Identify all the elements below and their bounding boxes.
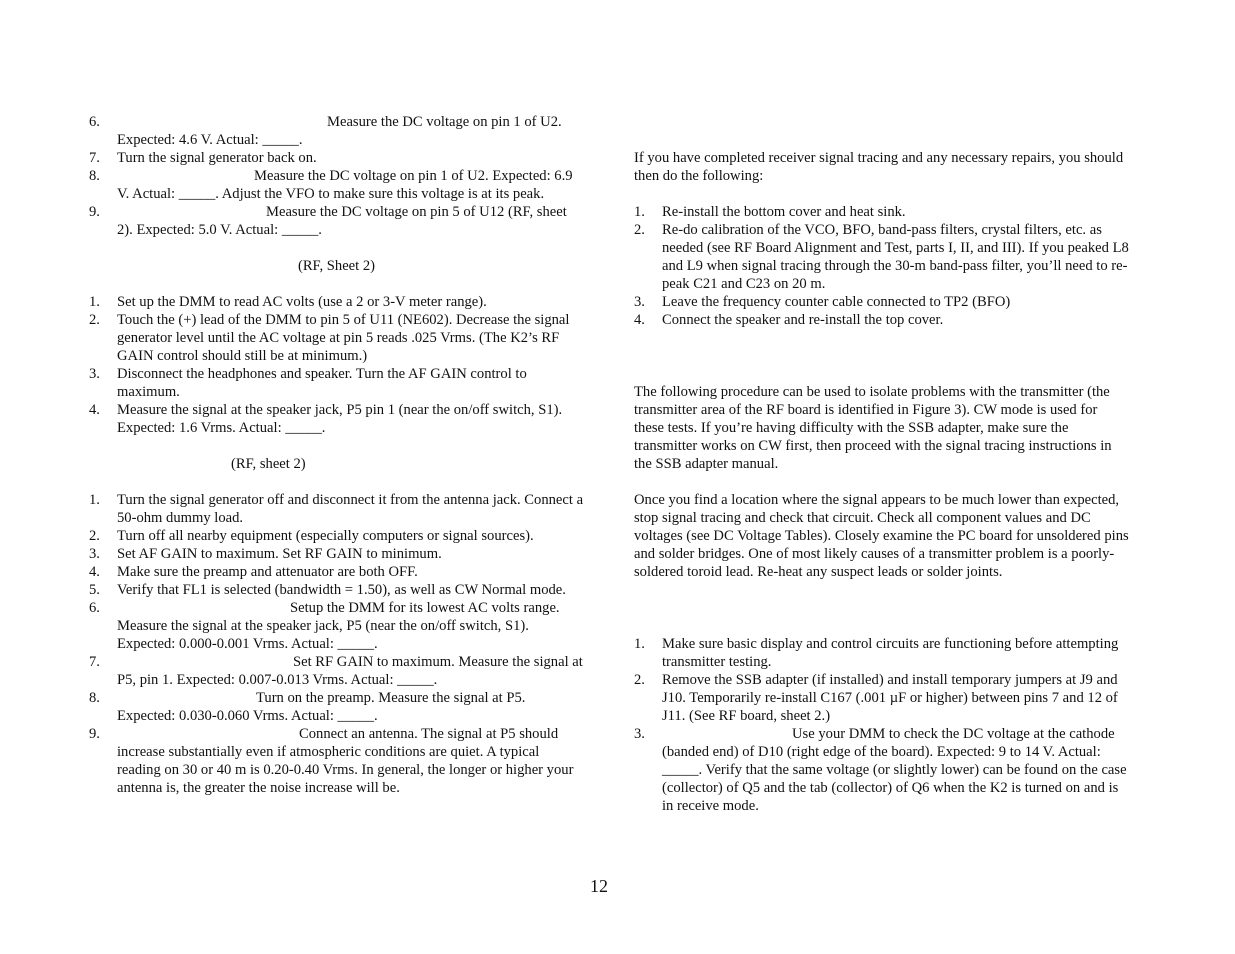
section-heading-rf-sheet-2: (RF, Sheet 2)	[297, 258, 376, 274]
list-item-number: 2.	[634, 672, 645, 688]
list-item-number: 4.	[89, 564, 100, 580]
list-item-number: 7.	[89, 150, 100, 166]
list-item-text: Make sure the preamp and attenuator are both OFF.	[117, 564, 418, 580]
list-item-text: Use your DMM to check the DC voltage at the cathode (banded end) of D10 (right edge of the board). Expected: 9 to 14 V. Actual: _____. Verify that the same voltage (or slightly lower) can be found on the case (collector) of Q5 and the tab (collector) of Q6 when the K2 is turned on and is in receive mode.	[662, 726, 1127, 814]
list-item	[89, 167, 584, 203]
list-item	[89, 725, 584, 797]
list-item	[89, 311, 584, 365]
list-item-text: Re-install the bottom cover and heat sink.	[662, 204, 906, 220]
list-item-number: 3.	[89, 546, 100, 562]
list-item-text: Turn off all nearby equipment (especially computers or signal sources).	[117, 528, 534, 544]
list-item-number: 1.	[89, 294, 100, 310]
list-item	[89, 599, 584, 653]
list-item	[634, 221, 1129, 293]
list-a	[89, 113, 584, 239]
list-item-text: Connect the speaker and re-install the top cover.	[662, 312, 944, 328]
list-item-text: Leave the frequency counter cable connected to TP2 (BFO)	[662, 294, 1011, 310]
list-item	[634, 293, 1129, 311]
list-item-text: Measure the DC voltage on pin 5 of U12 (RF, sheet 2). Expected: 5.0 V. Actual: _____.	[117, 204, 567, 238]
list-item	[634, 311, 1129, 329]
list-item	[89, 365, 584, 401]
list-item-number: 3.	[89, 366, 100, 382]
list-item	[89, 113, 584, 149]
list-item-text: Make sure basic display and control circuits are functioning before attempting transmitter testing.	[662, 636, 1119, 670]
list-item-text: Measure the signal at the speaker jack, P5 pin 1 (near the on/off switch, S1). Expected: 1.6 Vrms. Actual: _____.	[117, 402, 563, 436]
list-item-number: 4.	[634, 312, 645, 328]
list-item-text: Setup the DMM for its lowest AC volts range. Measure the signal at the speaker jack, P5 (near the on/off switch, S1). Expected: 0.000-0.001 Vrms. Actual: _____.	[117, 600, 560, 652]
list-item-number: 9.	[89, 204, 100, 220]
list-item-number: 2.	[89, 528, 100, 544]
list-c	[89, 491, 584, 797]
list-item-text: Touch the (+) lead of the DMM to pin 5 of U11 (NE602). Decrease the signal generator level until the AC voltage at pin 5 reads .025 Vrms. (The K2’s RF GAIN control should still be at minimum.)	[117, 312, 570, 364]
list-item	[89, 689, 584, 725]
list-e	[634, 635, 1129, 815]
list-item	[89, 581, 584, 599]
list-item	[89, 545, 584, 563]
list-item-number: 2.	[634, 222, 645, 238]
list-item-number: 9.	[89, 726, 100, 742]
list-item-number: 6.	[89, 114, 100, 130]
list-item-number: 3.	[634, 726, 645, 742]
list-item-number: 8.	[89, 168, 100, 184]
list-item-text: Set AF GAIN to maximum. Set RF GAIN to minimum.	[117, 546, 442, 562]
list-item-text: Turn the signal generator back on.	[117, 150, 317, 166]
list-item-text: Set up the DMM to read AC volts (use a 2 or 3-V meter range).	[117, 294, 487, 310]
list-item	[89, 149, 584, 167]
list-b	[89, 293, 584, 437]
list-item-number: 8.	[89, 690, 100, 706]
section-heading-rf-sheet-2-lower: (RF, sheet 2)	[231, 456, 306, 472]
list-item-text: Turn the signal generator off and disconnect it from the antenna jack. Connect a 50-ohm dummy load.	[117, 492, 584, 526]
list-item-text: Remove the SSB adapter (if installed) and install temporary jumpers at J9 and J10. Temporarily re-install C167 (.001 µF or higher) between pins 7 and 12 of J11. (See RF board, sheet 2.)	[662, 672, 1118, 724]
list-item-text: Disconnect the headphones and speaker. Turn the AF GAIN control to maximum.	[117, 366, 527, 400]
transmitter-intro-paragraph: The following procedure can be used to isolate problems with the transmitter (the transmitter area of the RF board is identified in Figure 3). CW mode is used for these tests. If you’re having difficulty with the SSB adapter, make sure the transmitter works on CW first, then proceed with the signal tracing instructions in the SSB adapter manual.	[634, 384, 1112, 472]
list-item	[634, 203, 1129, 221]
list-item-number: 7.	[89, 654, 100, 670]
list-item-text: Set RF GAIN to maximum. Measure the signal at P5, pin 1. Expected: 0.007-0.013 Vrms. Actual: _____.	[117, 654, 583, 688]
list-item	[89, 527, 584, 545]
right-column	[634, 149, 1129, 815]
left-column	[89, 113, 584, 797]
list-item	[89, 491, 584, 527]
list-item	[89, 203, 584, 239]
list-d	[634, 203, 1129, 329]
signal-tracing-paragraph: Once you find a location where the signal appears to be much lower than expected, stop signal tracing and check that circuit. Check all component values and DC voltages (see DC Voltage Tables). Closely examine the PC board for unsoldered pins and solder bridges. One of most likely causes of a transmitter problem is a poorly-soldered toroid lead. Re-heat any suspect leads or solder joints.	[634, 492, 1129, 580]
list-item	[89, 401, 584, 437]
list-item-text: Verify that FL1 is selected (bandwidth = 1.50), as well as CW Normal mode.	[117, 582, 566, 598]
list-item-text: Measure the DC voltage on pin 1 of U2. Expected: 4.6 V. Actual: _____.	[117, 114, 562, 148]
list-item-text: Measure the DC voltage on pin 1 of U2. Expected: 6.9 V. Actual: _____. Adjust the VFO to make sure this voltage is at its peak.	[117, 168, 573, 202]
list-item-text: Connect an antenna. The signal at P5 should increase substantially even if atmospheric conditions are quiet. A typical reading on 30 or 40 m is 0.20-0.40 Vrms. In general, the longer or higher your antenna is, the greater the noise increase will be.	[117, 726, 574, 796]
list-item-number: 4.	[89, 402, 100, 418]
intro-paragraph: If you have completed receiver signal tracing and any necessary repairs, you should then do the following:	[634, 150, 1124, 184]
list-item	[89, 293, 584, 311]
list-item-text: Re-do calibration of the VCO, BFO, band-pass filters, crystal filters, etc. as needed (see RF Board Alignment and Test, parts I, II, and III). If you peaked L8 and L9 when signal tracing through the 30-m band-pass filter, you’ll need to re-peak C21 and C23 on 20 m.	[662, 222, 1129, 292]
list-item	[634, 671, 1129, 725]
list-item-number: 2.	[89, 312, 100, 328]
page-number: 12	[590, 876, 608, 896]
list-item-number: 3.	[634, 294, 645, 310]
list-item-text: Turn on the preamp. Measure the signal at P5. Expected: 0.030-0.060 Vrms. Actual: _____.	[117, 690, 526, 724]
list-item	[634, 725, 1129, 815]
list-item-number: 1.	[634, 636, 645, 652]
list-item-number: 5.	[89, 582, 100, 598]
list-item	[89, 653, 584, 689]
list-item	[89, 563, 584, 581]
list-item	[634, 635, 1129, 671]
list-item-number: 1.	[89, 492, 100, 508]
list-item-number: 1.	[634, 204, 645, 220]
list-item-number: 6.	[89, 600, 100, 616]
